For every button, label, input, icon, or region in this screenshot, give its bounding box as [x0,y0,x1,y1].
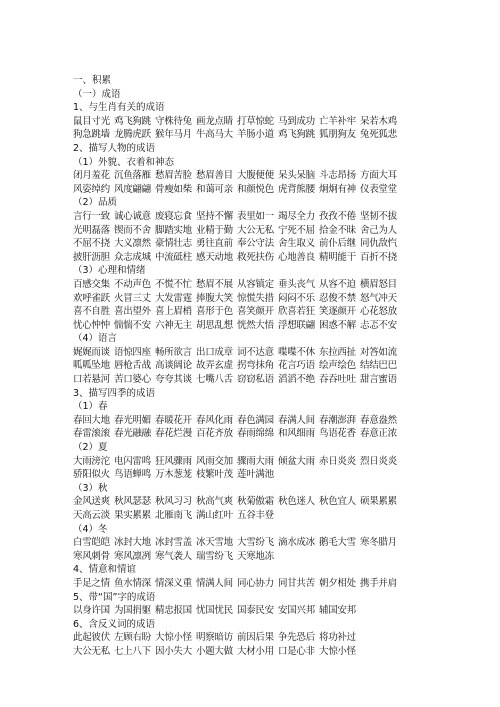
idiom-item: 寒气袭人 [155,550,192,562]
idiom-item: 冰封雪盖 [155,537,192,549]
idiom-item: 大雨滂沱 [73,455,110,467]
idiom-item: 和风细雨 [278,428,315,440]
idiom-item: 中流砥柱 [155,251,192,263]
idiom-row [73,183,473,197]
idiom-row [73,645,473,659]
section-heading: （2）夏 [73,442,108,454]
idiom-item: 苦口婆心 [114,374,151,386]
idiom-item: 北雁南飞 [155,510,192,521]
idiom-item: 瑞雪纷飞 [196,550,233,562]
idiom-item: 倾盆大雨 [278,455,315,467]
idiom-item: 恍然大悟 [237,319,274,331]
idiom-row [73,292,473,306]
idiom-item: 喋喋不休 [278,346,315,358]
idiom-item: 寒冬腊月 [360,537,397,549]
idiom-item: 情满人间 [196,577,233,589]
idiom-item: 情深义重 [155,577,192,589]
idiom-row [73,305,473,319]
idiom-item: 以身许国 [73,605,110,617]
idiom-item: 兔死狐悲 [360,129,397,141]
idiom-item: 拐弯抹角 [237,360,274,372]
idiom-item: 故弄玄虚 [196,360,233,372]
idiom-item: 春风化雨 [196,414,233,426]
idiom-item: 大腹便便 [237,170,274,182]
idiom-item: 困惑不解 [319,319,356,331]
idiom-item: 手足之情 [73,577,110,589]
idiom-item: 滔滔不绝 [278,374,315,386]
idiom-item: 枝繁叶茂 [196,469,233,481]
idiom-item: 感天动地 [196,251,233,263]
idiom-item: 呱呱坠地 [73,360,110,372]
idiom-item: 舍生取义 [278,238,315,250]
idiom-item: 天高云淡 [73,510,110,521]
idiom-item: 狂风骤雨 [155,455,192,467]
idiom-item: 口若悬河 [73,374,110,386]
idiom-item: 鸡飞狗跳 [114,115,151,127]
idiom-item: 秋色宜人 [319,496,356,508]
idiom-item: 拾金不昧 [319,224,356,236]
idiom-item: 浮想联翩 [278,319,315,331]
section-heading: （4）冬 [73,523,108,535]
section-heading: 2、描写人物的成语 [73,142,156,154]
idiom-item: 骨瘦如柴 [155,183,192,195]
idiom-row [73,414,473,428]
idiom-row [73,278,473,292]
idiom-item: 春回大地 [73,414,110,426]
idiom-item: 春意正浓 [360,428,397,440]
section-heading: （一）成语 [73,88,121,100]
idiom-item: 愁眉苦脸 [155,170,192,182]
idiom-item: 娓娓而谈 [73,346,110,358]
idiom-item: 忍俊不禁 [319,292,356,304]
idiom-item: 闭月羞花 [73,170,110,182]
idiom-item: 心花怒放 [360,306,397,318]
idiom-item: 诚心诚意 [114,210,151,222]
idiom-item: 锲而不舍 [114,224,151,236]
idiom-row [73,509,473,523]
idiom-item: 百花齐放 [196,428,233,440]
document-body [73,74,473,659]
section-heading: 6、含反义词的成语 [73,618,156,630]
idiom-item: 冰封大地 [114,537,151,549]
idiom-item: 莲叶满池 [237,469,274,481]
idiom-item: 龙腾虎跃 [114,129,151,141]
idiom-item: 烈日炎炎 [360,455,397,467]
idiom-row [73,224,473,238]
idiom-item: 寒风刺骨 [73,550,110,562]
idiom-item: 前因后果 [237,632,274,644]
idiom-item: 怒气冲天 [360,292,397,304]
idiom-item: 废寝忘食 [155,210,192,222]
idiom-row [73,427,473,441]
idiom-item: 竭尽全力 [278,210,315,222]
idiom-item: 不慌不忙 [155,278,192,290]
idiom-item: 披肝沥胆 [73,251,110,263]
idiom-item: 春雨绵绵 [237,428,274,440]
section-heading: （1）春 [73,401,108,413]
idiom-row [73,319,473,333]
idiom-item: 笑逐颜开 [319,306,356,318]
idiom-item: 脚踏实地 [155,224,192,236]
idiom-item: 宁死不屈 [278,224,315,236]
idiom-item: 喜出望外 [114,306,151,318]
idiom-item: 沉鱼落雁 [114,170,151,182]
idiom-item: 横眉怒目 [360,278,397,290]
idiom-row [73,115,473,129]
idiom-item: 为国捐躯 [114,605,151,617]
idiom-item: 鱼水情深 [114,577,151,589]
section-heading: （2）品质 [73,197,118,209]
idiom-item: 斗志昂扬 [319,170,356,182]
idiom-item: 精忠报国 [155,605,192,617]
idiom-item: 画龙点睛 [196,115,233,127]
idiom-item: 冰天雪地 [196,537,233,549]
idiom-item: 坚持不懈 [196,210,233,222]
idiom-item: 胡思乱想 [196,319,233,331]
idiom-item: 电闪雷鸣 [114,455,151,467]
idiom-item: 大惊小怪 [155,632,192,644]
idiom-item: 前仆后继 [319,238,356,250]
idiom-item: 愁眉不展 [196,278,233,290]
idiom-row [73,495,473,509]
idiom-item: 言行一致 [73,210,110,222]
idiom-row [73,373,473,387]
idiom-item: 方面大耳 [360,170,397,182]
idiom-item: 和颜悦色 [237,183,274,195]
idiom-item: 惊慌失措 [237,292,274,304]
idiom-item: 心地善良 [278,251,315,263]
idiom-item: 捧腹大笑 [196,292,233,304]
idiom-item: 秋风瑟瑟 [114,496,151,508]
idiom-item: 畅所欲言 [155,346,192,358]
idiom-item: 唇枪舌战 [114,360,151,372]
idiom-item: 愁眉善目 [196,170,233,182]
idiom-item: 窃窃私语 [237,374,274,386]
idiom-item: 百折不挠 [360,251,397,263]
idiom-item: 春雷滚滚 [73,428,110,440]
idiom-item: 春潮澎湃 [319,414,356,426]
idiom-item: 口是心非 [278,645,315,657]
idiom-item: 百感交集 [73,278,110,290]
idiom-item: 呆头呆脑 [278,170,315,182]
idiom-item: 坚韧不拔 [360,210,397,222]
idiom-item: 猴年马月 [155,129,192,141]
idiom-item: 狐朋狗友 [319,129,356,141]
idiom-item: 秋高气爽 [196,496,233,508]
section-heading: （1）外貌、衣着和神态 [73,156,175,168]
idiom-item: 春意盎然 [360,414,397,426]
idiom-row [73,128,473,142]
idiom-item: 狗急跳墙 [73,129,110,141]
idiom-row [73,550,473,564]
section-heading: （4）语言 [73,333,118,345]
idiom-item: 欣喜若狂 [278,306,315,318]
idiom-item: 羊肠小道 [237,129,274,141]
idiom-item: 呆若木鸡 [360,115,397,127]
idiom-item: 喜形于色 [196,306,233,318]
idiom-item: 亡羊补牢 [319,115,356,127]
idiom-item: 喜上眉梢 [155,306,192,318]
idiom-item: 高谈阔论 [155,360,192,372]
idiom-item: 六神无主 [155,319,192,331]
idiom-row [73,359,473,373]
idiom-item: 春花烂漫 [155,428,192,440]
idiom-item: 从容不迫 [319,278,356,290]
idiom-item: 因小失大 [155,645,192,657]
idiom-item: 光明磊落 [73,224,110,236]
idiom-item: 精明能干 [319,251,356,263]
idiom-item: 炯炯有神 [319,183,356,195]
idiom-row [73,536,473,550]
idiom-item: 国泰民安 [237,605,274,617]
idiom-item: 春色满园 [237,414,274,426]
idiom-item: 安国兴邦 [278,605,315,617]
idiom-item: 骤雨大雨 [237,455,274,467]
idiom-item: 朝夕相处 [319,577,356,589]
idiom-item: 春光融融 [114,428,151,440]
idiom-item: 左顾右盼 [114,632,151,644]
idiom-row [73,237,473,251]
idiom-item: 鸟语花香 [319,428,356,440]
idiom-item: 打草惊蛇 [237,115,274,127]
idiom-item: 从容镇定 [237,278,274,290]
idiom-item: 夸夸其谈 [155,374,192,386]
idiom-item: 鸟语蝉鸣 [114,469,151,481]
idiom-item: 骄阳似火 [73,469,110,481]
idiom-row [73,346,473,360]
idiom-item: 众志成城 [114,251,151,263]
idiom-item: 鸡飞狗跳 [278,129,315,141]
idiom-item: 寒风凛冽 [114,550,151,562]
section-heading: 5、带“国”字的成语 [73,591,156,603]
idiom-item: 果实累累 [114,510,151,521]
idiom-item: 虎背熊腰 [278,183,315,195]
idiom-item: 小题大做 [196,645,233,657]
idiom-row [73,251,473,265]
idiom-item: 此起彼伏 [73,632,110,644]
idiom-item: 满山红叶 [196,510,233,521]
section-heading: 一、积累 [73,75,112,86]
idiom-item: 词不达意 [237,346,274,358]
idiom-item: 春光明媚 [114,414,151,426]
idiom-item: 大公无私 [73,645,110,657]
idiom-item: 马到成功 [278,115,315,127]
idiom-item: 春满人间 [278,414,315,426]
idiom-item: 不屈不挠 [73,238,110,250]
idiom-item: 大发雷霆 [155,292,192,304]
idiom-item: 和蔼可亲 [196,183,233,195]
idiom-item: 大材小用 [237,645,274,657]
idiom-item: 忧心忡忡 [73,319,110,331]
idiom-row [73,631,473,645]
idiom-item: 硕果累累 [360,496,397,508]
idiom-item: 惴惴不安 [114,319,151,331]
idiom-item: 闷闷不乐 [278,292,315,304]
idiom-item: 五谷丰登 [237,510,274,521]
idiom-item: 勇往直前 [196,238,233,250]
idiom-item: 携手并肩 [360,577,397,589]
idiom-item: 出口成章 [196,346,233,358]
idiom-item: 结结巴巴 [360,360,397,372]
idiom-item: 秋色迷人 [278,496,315,508]
section-heading: （3）心理和情绪 [73,265,146,277]
idiom-item: 秋风习习 [155,496,192,508]
idiom-item: 东拉西扯 [319,346,356,358]
section-heading: （3）秋 [73,482,108,494]
idiom-item: 风雨交加 [196,455,233,467]
idiom-item: 鹅毛大雪 [319,537,356,549]
idiom-item: 忐忑不安 [360,319,397,331]
idiom-item: 七嘴八舌 [196,374,233,386]
idiom-item: 大惊小怪 [319,645,356,657]
idiom-item: 对答如流 [360,346,397,358]
idiom-item: 喜不自胜 [73,306,110,318]
idiom-item: 明察暗访 [196,632,233,644]
idiom-item: 喜笑颜开 [237,306,274,318]
idiom-item: 忧国忧民 [196,605,233,617]
idiom-item: 守株待兔 [155,115,192,127]
idiom-row [73,604,473,618]
idiom-item: 绘声绘色 [319,360,356,372]
idiom-row [73,577,473,591]
idiom-item: 风姿绰约 [73,183,110,195]
idiom-item: 白雪皑皑 [73,537,110,549]
section-heading: 3、描写四季的成语 [73,387,156,399]
idiom-item: 花言巧语 [278,360,315,372]
idiom-item: 语惊四座 [114,346,151,358]
idiom-item: 大雪纷飞 [237,537,274,549]
idiom-item: 火冒三丈 [114,292,151,304]
idiom-item: 大公无私 [237,224,274,236]
section-heading: 1、与生肖有关的成语 [73,102,165,114]
idiom-item: 鼠目寸光 [73,115,110,127]
idiom-item: 甜言蜜语 [360,374,397,386]
idiom-item: 业精于勤 [196,224,233,236]
idiom-item: 孜孜不倦 [319,210,356,222]
idiom-item: 欢呼雀跃 [73,292,110,304]
section-heading: 4、情意和情谊 [73,564,137,576]
idiom-row [73,210,473,224]
idiom-item: 金风送爽 [73,496,110,508]
idiom-item: 争先恐后 [278,632,315,644]
idiom-item: 舍己为人 [360,224,397,236]
idiom-item: 春暖花开 [155,414,192,426]
idiom-item: 同甘共苦 [278,577,315,589]
idiom-item: 吞吞吐吐 [319,374,356,386]
idiom-item: 大义凛然 [114,238,151,250]
idiom-item: 不动声色 [114,278,151,290]
idiom-item: 万木葱茏 [155,469,192,481]
idiom-row [73,455,473,469]
idiom-item: 豪情壮志 [155,238,192,250]
idiom-item: 同心协力 [237,577,274,589]
idiom-item: 救死扶伤 [237,251,274,263]
idiom-item: 秋菊傲霜 [237,496,274,508]
idiom-item: 垂头丧气 [278,278,315,290]
idiom-row [73,169,473,183]
idiom-item: 同仇敌忾 [360,238,397,250]
idiom-item: 风度翩翩 [114,183,151,195]
idiom-row [73,468,473,482]
idiom-item: 天寒地冻 [237,550,274,562]
idiom-item: 将功补过 [319,632,356,644]
idiom-item: 奉公守法 [237,238,274,250]
idiom-item: 辅国安邦 [319,605,356,617]
idiom-item: 滴水成冰 [278,537,315,549]
idiom-item: 表里如一 [237,210,274,222]
idiom-item: 牛高马大 [196,129,233,141]
idiom-item: 仪表堂堂 [360,183,397,195]
idiom-item: 赤日炎炎 [319,455,356,467]
idiom-item: 七上八下 [114,645,151,657]
